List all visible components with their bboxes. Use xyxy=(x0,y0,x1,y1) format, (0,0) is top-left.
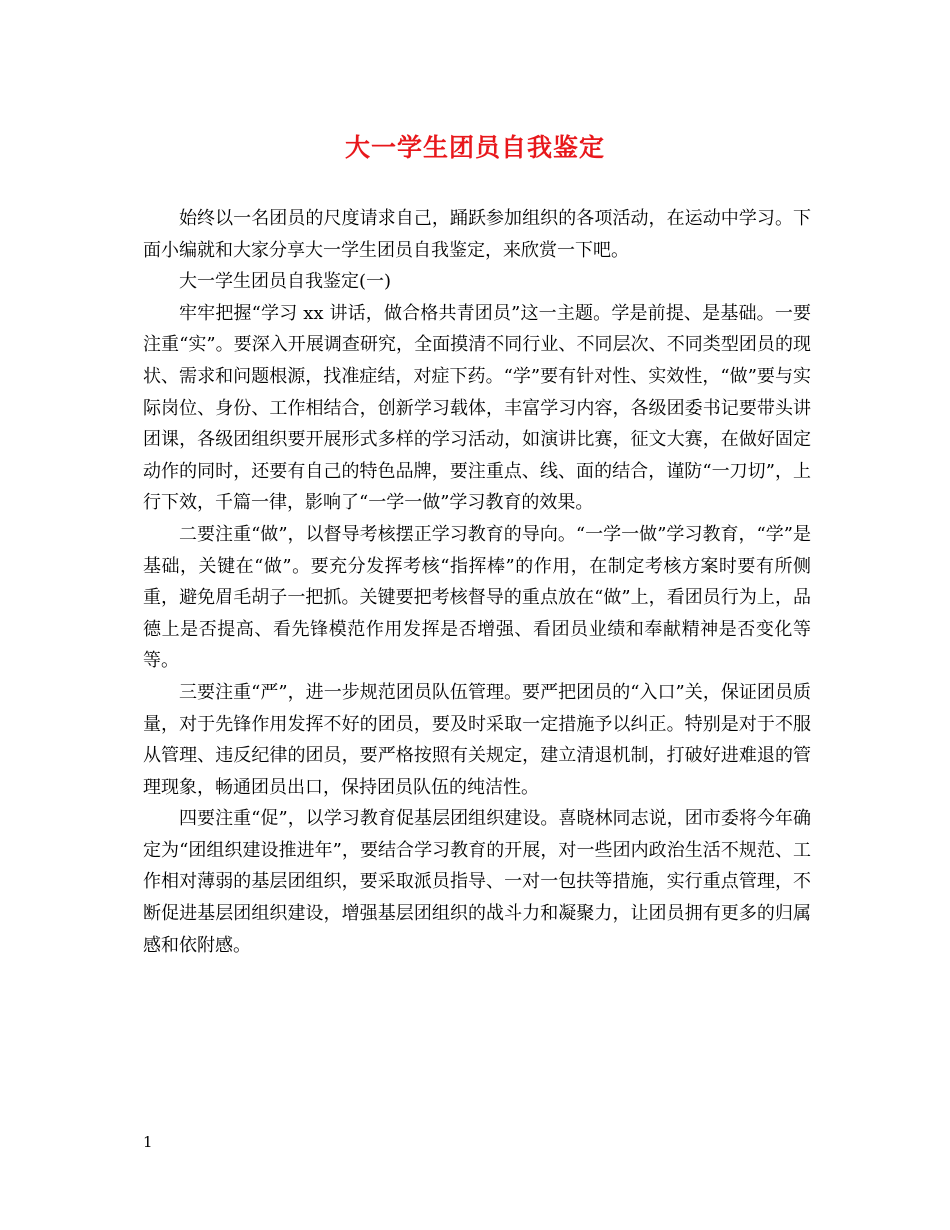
body-paragraph: 牢牢把握“学习 xx 讲话，做合格共青团员”这一主题。学是前提、是基础。一要注重“实”。要深入开展调查研究，全面摸清不同行业、不同层次、不同类型团员的现状、需求和问题根源，找准症结，对症下药。“学”要有针对性、实效性，“做”要与实际岗位、身份、工作相结合，创新学习载体，丰富学习内容，各级团委书记要带头讲团课，各级团组织要开展形式多样的学习活动，如演讲比赛，征文大赛，在做好固定动作的同时，还要有自己的特色品牌，要注重点、线、面的结合，谨防“一刀切”，上行下效，千篇一律，影响了“一学一做”学习教育的效果。 xyxy=(143,302,811,514)
document-title: 大一学生团员自我鉴定 xyxy=(344,133,605,162)
body-paragraph: 二要注重“做”，以督导考核摆正学习教育的导向。“一学一做”学习教育，“学”是基础，关键在“做”。要充分发挥考核“指挥棒”的作用，在制定考核方案时要有所侧重，避免眉毛胡子一把抓。关键要把考核督导的重点放在“做”上，看团员行为上，品德上是否提高、看先锋模范作用发挥是否增强、看团员业绩和奉献精神是否变化等等。 xyxy=(143,523,811,672)
document-body xyxy=(143,203,811,961)
intro-paragraph: 始终以一名团员的尺度请求自己，踊跃参加组织的各项活动，在运动中学习。下面小编就和大家分享大一学生团员自我鉴定，来欣赏一下吧。 xyxy=(143,208,811,261)
body-paragraph: 三要注重“严”，进一步规范团员队伍管理。要严把团员的“入口”关，保证团员质量，对于先锋作用发挥不好的团员，要及时采取一定措施予以纠正。特别是对于不服从管理、违反纪律的团员，要严格按照有关规定，建立清退机制，打破好进难退的管理现象，畅通团员出口，保持团员队伍的纯洁性。 xyxy=(143,681,811,798)
page-number: 1 xyxy=(143,1133,153,1151)
section-heading: 大一学生团员自我鉴定(一) xyxy=(179,271,392,293)
body-paragraph: 四要注重“促”，以学习教育促基层团组织建设。喜晓林同志说，团市委将今年确定为“团组织建设推进年”，要结合学习教育的开展，对一些团内政治生活不规范、工作相对薄弱的基层团组织，要采取派员指导、一对一包扶等措施，实行重点管理，不断促进基层团组织建设，增强基层团组织的战斗力和凝聚力，让团员拥有更多的归属感和依附感。 xyxy=(143,808,811,956)
